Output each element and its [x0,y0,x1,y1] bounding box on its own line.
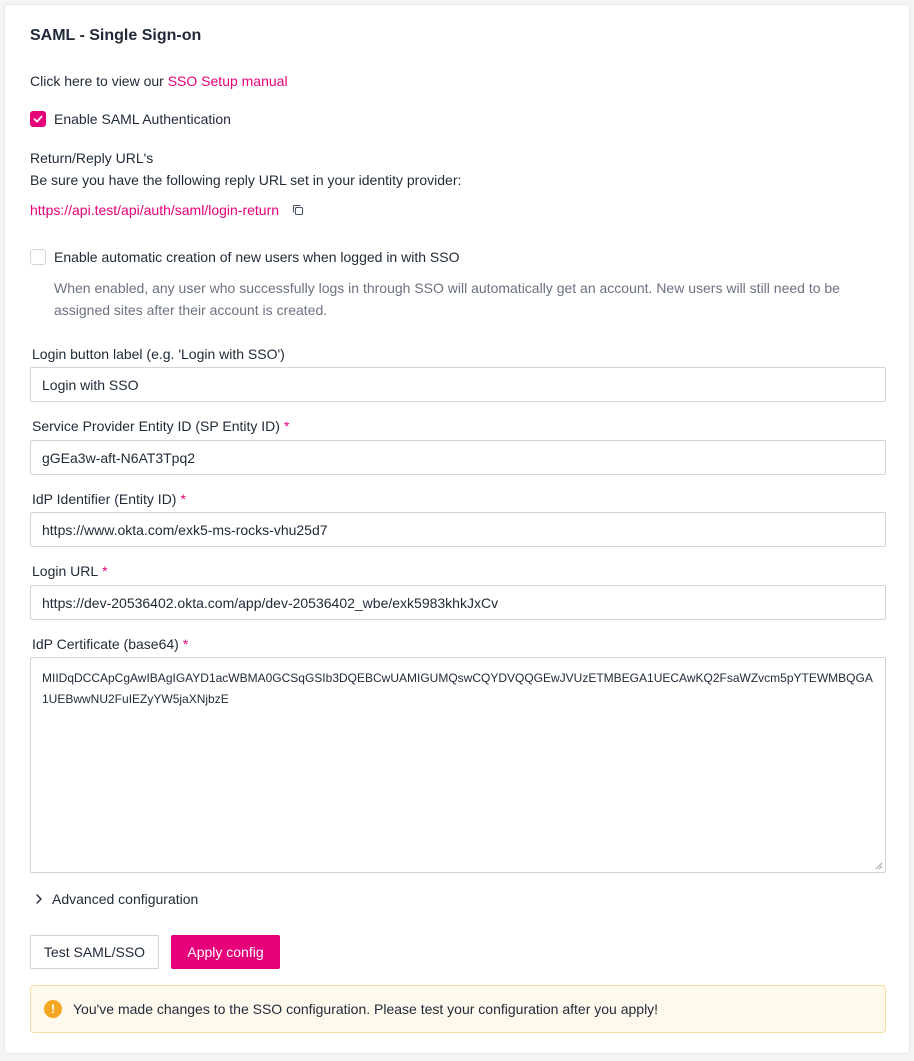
auto-create-label: Enable automatic creation of new users when logged in with SSO [54,249,460,265]
warning-icon: ! [44,1000,62,1018]
idp-certificate-value: MIIDqDCCApCgAwIBAgIGAYD1acWBMA0GCSqGSIb3DQEBCwUAMIGUMQswCQYDVQQGEwJVUzETMBEGA1UECAwKQ2FsaWZvcm5pYTEWMBQGA1UEBwwNU2FuIEZyYW5jaXNjbzE [42,671,873,706]
reply-url-row [30,202,305,218]
manual-prefix: Click here to view our [30,73,164,89]
alert-text: You've made changes to the SSO configuration. Please test your configuration after you apply! [73,1001,659,1017]
idp-certificate-textarea[interactable] [30,657,886,873]
checkmark-icon [32,113,44,125]
idp-identifier-label-text: IdP Identifier (Entity ID) [32,491,177,507]
reply-heading: Return/Reply URL's [30,150,154,166]
login-url-label-text: Login URL [32,563,99,579]
required-marker: * [283,418,290,434]
idp-certificate-label-text: IdP Certificate (base64) [32,636,179,652]
auto-create-row[interactable] [30,249,459,265]
auto-create-checkbox[interactable] [30,249,46,265]
enable-saml-row[interactable] [30,111,231,127]
advanced-config-label: Advanced configuration [52,891,199,907]
reply-description: Be sure you have the following reply URL set in your identity provider: [30,172,462,188]
required-marker: * [182,636,189,652]
required-marker: * [180,491,186,507]
required-marker: * [102,563,108,579]
sso-manual-link[interactable]: SSO Setup manual [167,73,288,89]
enable-saml-checkbox[interactable] [30,111,46,127]
login-label-label-text: Login button label (e.g. 'Login with SSO') [32,346,285,362]
advanced-config-toggle[interactable] [34,891,198,907]
login-label-field-label [32,346,285,362]
page-title: SAML - Single Sign-on [30,27,202,44]
sp-entity-id-input[interactable]: gGEa3w-aft-N6AT3Tpq2 [30,440,886,475]
copy-icon[interactable] [291,203,305,217]
enable-saml-label: Enable SAML Authentication [54,111,231,127]
idp-identifier-label [32,491,186,507]
manual-line [30,73,288,89]
login-label-input[interactable]: Login with SSO [30,367,886,402]
chevron-right-icon [34,893,44,905]
login-url-label [32,563,108,579]
sp-entity-id-label-text: Service Provider Entity ID (SP Entity ID) [32,418,280,434]
sp-entity-id-label [32,418,289,434]
idp-certificate-label [32,636,188,652]
auto-create-help: When enabled, any user who successfully logs in through SSO will automatically get an account. New users will still need to be assigned sites after their account is created. [54,280,840,318]
test-saml-button[interactable]: Test SAML/SSO [30,935,159,969]
login-url-input[interactable]: https://dev-20536402.okta.com/app/dev-20536402_wbe/exk5983khkJxCv [30,585,886,620]
apply-config-button[interactable]: Apply config [171,935,280,969]
changes-alert [30,985,886,1033]
idp-identifier-input[interactable]: https://www.okta.com/exk5-ms-rocks-vhu25d7 [30,512,886,547]
reply-url-link[interactable]: https://api.test/api/auth/saml/login-return [30,202,280,218]
resize-handle-icon[interactable] [875,862,883,870]
saml-settings-panel [4,4,910,1054]
